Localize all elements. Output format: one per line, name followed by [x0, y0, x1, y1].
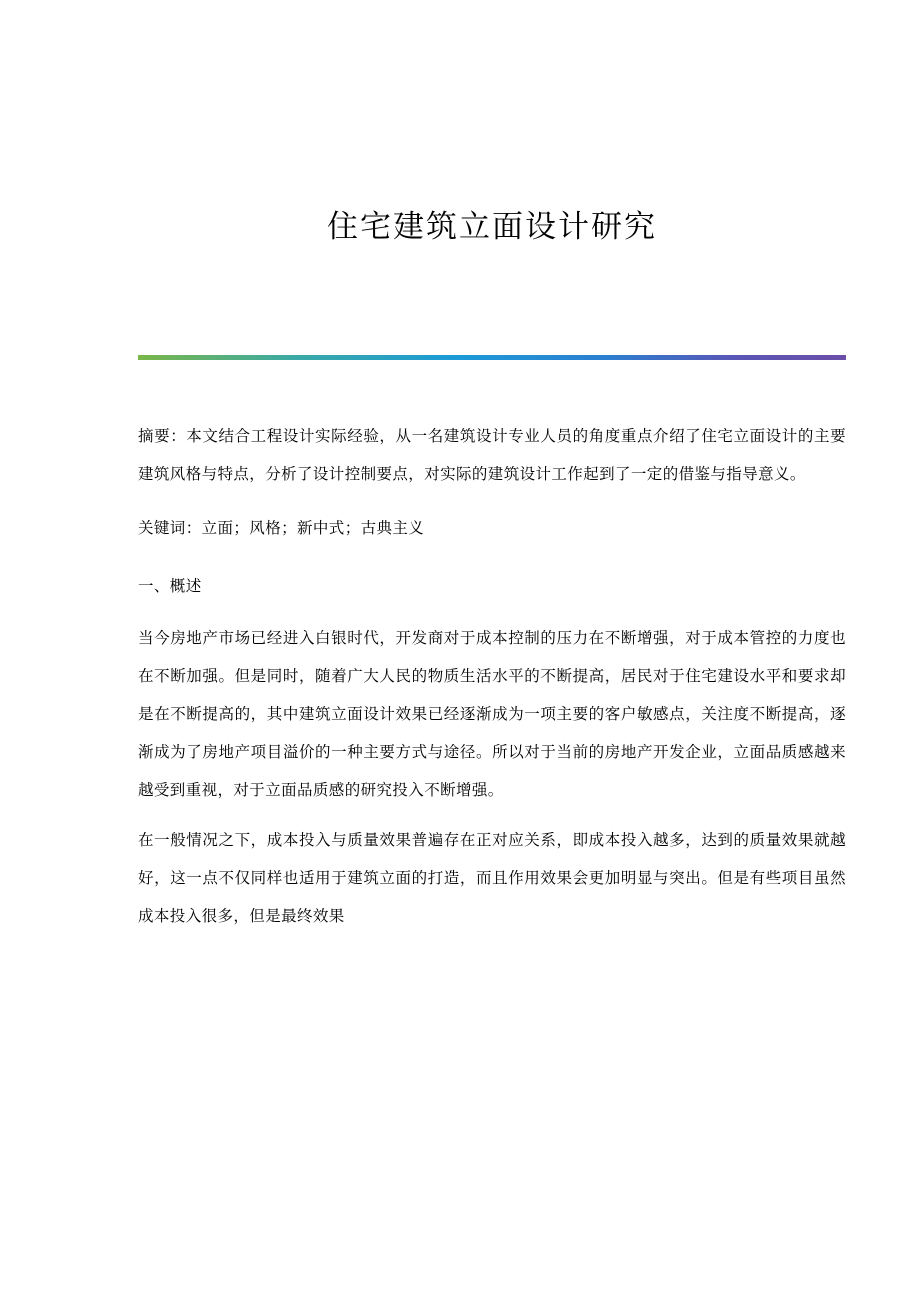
abstract-paragraph: 摘要：本文结合工程设计实际经验，从一名建筑设计专业人员的角度重点介绍了住宅立面设计的主要建筑风格与特点，分析了设计控制要点，对实际的建筑设计工作起到了一定的借鉴与指导意义。	[138, 428, 846, 483]
document-content	[138, 0, 846, 936]
body-paragraph-1: 当今房地产市场已经进入白银时代，开发商对于成本控制的压力在不断增强，对于成本管控的力度也在不断加强。但是同时，随着广大人民的物质生活水平的不断提高，居民对于住宅建设水平和要求却是在不断提高的，其中建筑立面设计效果已经逐渐成为一项主要的客户敏感点，关注度不断提高，逐渐成为了房地产项目溢价的一种主要方式与途径。所以对于当前的房地产开发企业，立面品质感越来越受到重视，对于立面品质感的研究投入不断增强。	[138, 630, 846, 799]
body-paragraph-2: 在一般情况之下，成本投入与质量效果普遍存在正对应关系，即成本投入越多，达到的质量效果就越好，这一点不仅同样也适用于建筑立面的打造，而且作用效果会更加明显与突出。但是有些项目虽然成本投入很多，但是最终效果	[138, 832, 846, 925]
keywords-paragraph: 关键词：立面；风格；新中式；古典主义	[138, 520, 425, 537]
page-title: 住宅建筑立面设计研究	[327, 209, 657, 244]
gradient-divider	[138, 355, 846, 360]
document-body	[138, 418, 846, 936]
section-heading: 一、概述	[138, 578, 202, 595]
